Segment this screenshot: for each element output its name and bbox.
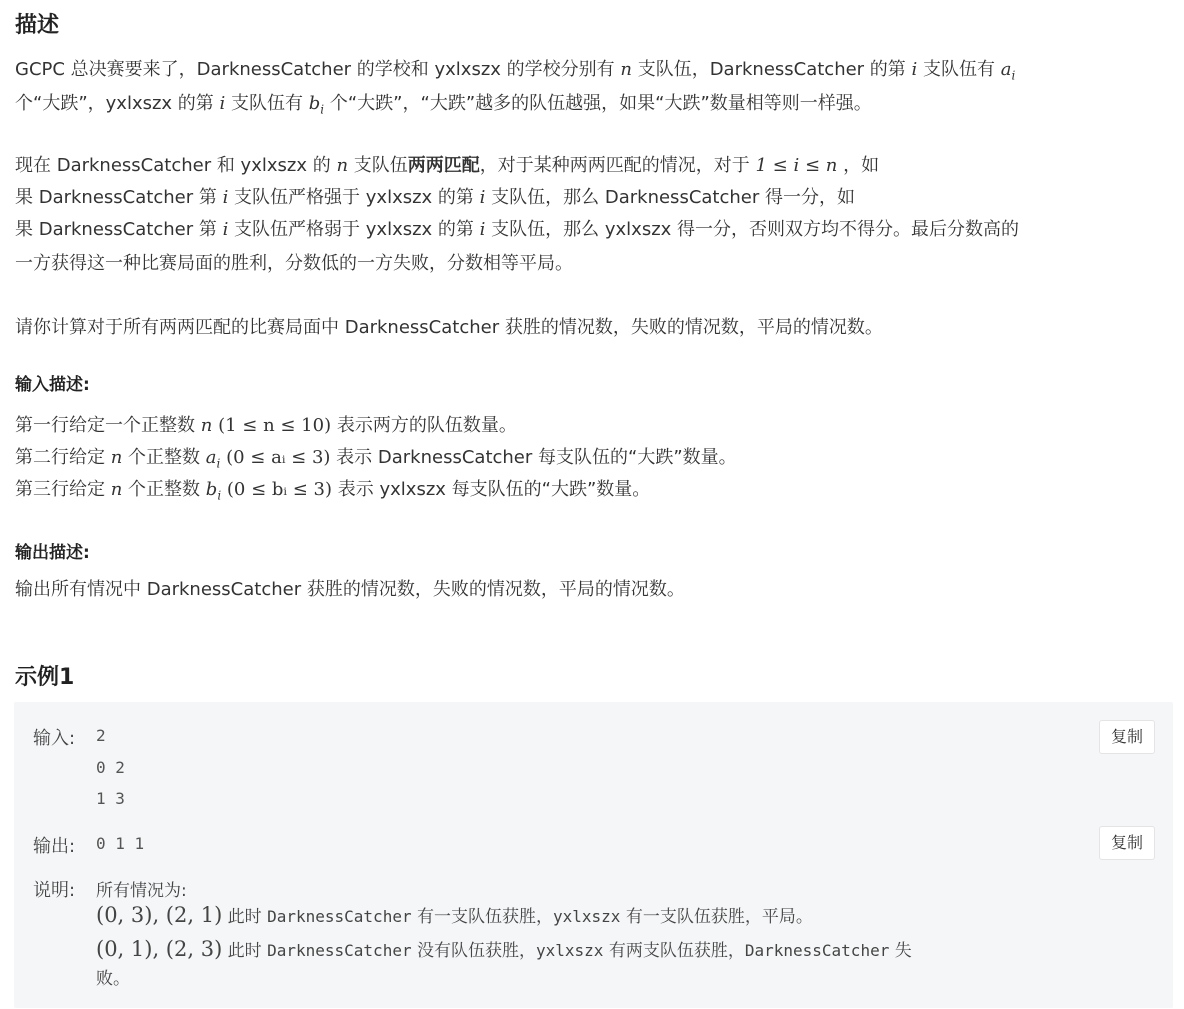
description-paragraph-1-line-2 xyxy=(15,88,872,126)
text-span: 第一行给定一个正整数 xyxy=(15,415,201,436)
math-a-i: $a_i$ xyxy=(205,447,221,471)
example-heading: 示例1 xyxy=(15,665,75,690)
description-paragraph-2-line-2 xyxy=(15,182,855,214)
text-span: 现在 DarknessCatcher 和 yxlxszx 的 xyxy=(15,155,337,176)
description-paragraph-3: 请你计算对于所有两两匹配的比赛局面中 DarknessCatcher 获胜的情况数，失败的情况数，平局的情况数。 xyxy=(15,317,883,338)
math-range-b: (0 ≤ bᵢ ≤ 3) xyxy=(226,479,333,500)
math-n: n xyxy=(110,479,123,500)
description-paragraph-2-line-1 xyxy=(15,150,879,182)
text-span: GCPC 总决赛要来了，DarknessCatcher 的学校和 yxlxszx 的学校分别有 xyxy=(15,59,621,80)
text-span: 支队伍有 xyxy=(225,93,309,114)
text-span: 个正整数 xyxy=(122,447,206,468)
text-span: 支队伍 xyxy=(348,155,408,176)
example-input-line-1: 2 xyxy=(96,726,106,745)
copy-input-button[interactable]: 复制 xyxy=(1099,720,1155,754)
copy-output-button[interactable]: 复制 xyxy=(1099,826,1155,860)
text-span: ，对于某种两两匹配的情况，对于 xyxy=(479,155,756,176)
text-span: 支队伍有 xyxy=(917,59,1001,80)
text-span: 支队伍，那么 yxlxszx 得一分，否则双方均不得分。最后分数高的 xyxy=(485,219,1020,240)
math-i: i xyxy=(911,59,918,80)
math-n: n xyxy=(336,155,349,176)
math-b-i: $b_i$ xyxy=(308,93,325,117)
text-span: 第二行给定 xyxy=(15,447,111,468)
input-description-heading: 输入描述: xyxy=(15,375,90,395)
example-box xyxy=(14,702,1173,1008)
example-explain-label: 说明: xyxy=(33,880,76,901)
math-i: i xyxy=(479,219,486,240)
description-paragraph-2-line-4: 一方获得这一种比赛局面的胜利，分数低的一方失败，分数相等平局。 xyxy=(15,253,573,274)
output-description-heading: 输出描述: xyxy=(15,543,90,563)
text-span: 支队伍严格弱于 yxlxszx 的第 xyxy=(228,219,480,240)
bold-text: 两两匹配 xyxy=(407,155,480,176)
math-range-a: (0 ≤ aᵢ ≤ 3) xyxy=(226,447,331,468)
input-line-3 xyxy=(15,474,650,512)
math-i: i xyxy=(219,93,226,114)
text-span: 个“大跌”，yxlxszx 的第 xyxy=(15,93,220,114)
text-span: 个正整数 xyxy=(122,479,206,500)
math-range-i: 1 ≤ i ≤ n xyxy=(755,155,838,176)
example-input-label: 输入: xyxy=(33,728,76,749)
description-heading: 描述 xyxy=(15,13,60,38)
text-span: 表示 yxlxszx 每支队伍的“大跌”数量。 xyxy=(332,479,651,500)
math-i: i xyxy=(222,219,229,240)
math-a-i: $a_i$ xyxy=(1000,59,1016,83)
text-span: 支队伍严格强于 yxlxszx 的第 xyxy=(228,187,480,208)
text-span: ，如 xyxy=(837,155,880,176)
description-paragraph-2-line-3 xyxy=(15,214,1019,246)
example-output-label: 输出: xyxy=(33,836,76,857)
math-b-i: $b_i$ xyxy=(205,479,222,503)
description-paragraph-1-line-1 xyxy=(15,54,1015,92)
text-span: 个“大跌”，“大跌”越多的队伍越强，如果“大跌”数量相等则一样强。 xyxy=(324,93,872,114)
text-span: 支队伍，DarknessCatcher 的第 xyxy=(631,59,912,80)
case-1-pair: (0, 3), (2, 1) xyxy=(96,903,223,927)
explain-case-2: (0, 1), (2, 3) 此时 DarknessCatcher 没有队伍获胜，yxlxszx 有两支队伍获胜，DarknessCatcher 失 xyxy=(96,937,912,961)
math-n: n xyxy=(110,447,123,468)
math-i: i xyxy=(222,187,229,208)
example-output-value: 0 1 1 xyxy=(96,834,145,853)
text-span: 表示两方的队伍数量。 xyxy=(331,415,517,436)
text-span: 果 DarknessCatcher 第 xyxy=(15,187,223,208)
math-range-n: (1 ≤ n ≤ 10) xyxy=(218,415,332,436)
explain-intro: 所有情况为: xyxy=(96,881,187,901)
example-input-line-3: 1 3 xyxy=(96,789,125,808)
explain-case-1: (0, 3), (2, 1) 此时 DarknessCatcher 有一支队伍获胜，yxlxszx 有一支队伍获胜，平局。 xyxy=(96,903,813,927)
example-input-line-2: 0 2 xyxy=(96,758,125,777)
text-span: 果 DarknessCatcher 第 xyxy=(15,219,223,240)
text-span: 第三行给定 xyxy=(15,479,111,500)
output-line: 输出所有情况中 DarknessCatcher 获胜的情况数，失败的情况数，平局的情况数。 xyxy=(15,579,685,600)
case-2-pair: (0, 1), (2, 3) xyxy=(96,937,223,961)
text-span: 表示 DarknessCatcher 每支队伍的“大跌”数量。 xyxy=(330,447,737,468)
text-span: 支队伍，那么 DarknessCatcher 得一分，如 xyxy=(485,187,855,208)
math-n: n xyxy=(620,59,632,80)
math-n: n xyxy=(200,415,213,436)
input-line-1 xyxy=(15,410,517,442)
math-i: i xyxy=(479,187,486,208)
explain-case-2-continuation: 败。 xyxy=(96,969,130,989)
